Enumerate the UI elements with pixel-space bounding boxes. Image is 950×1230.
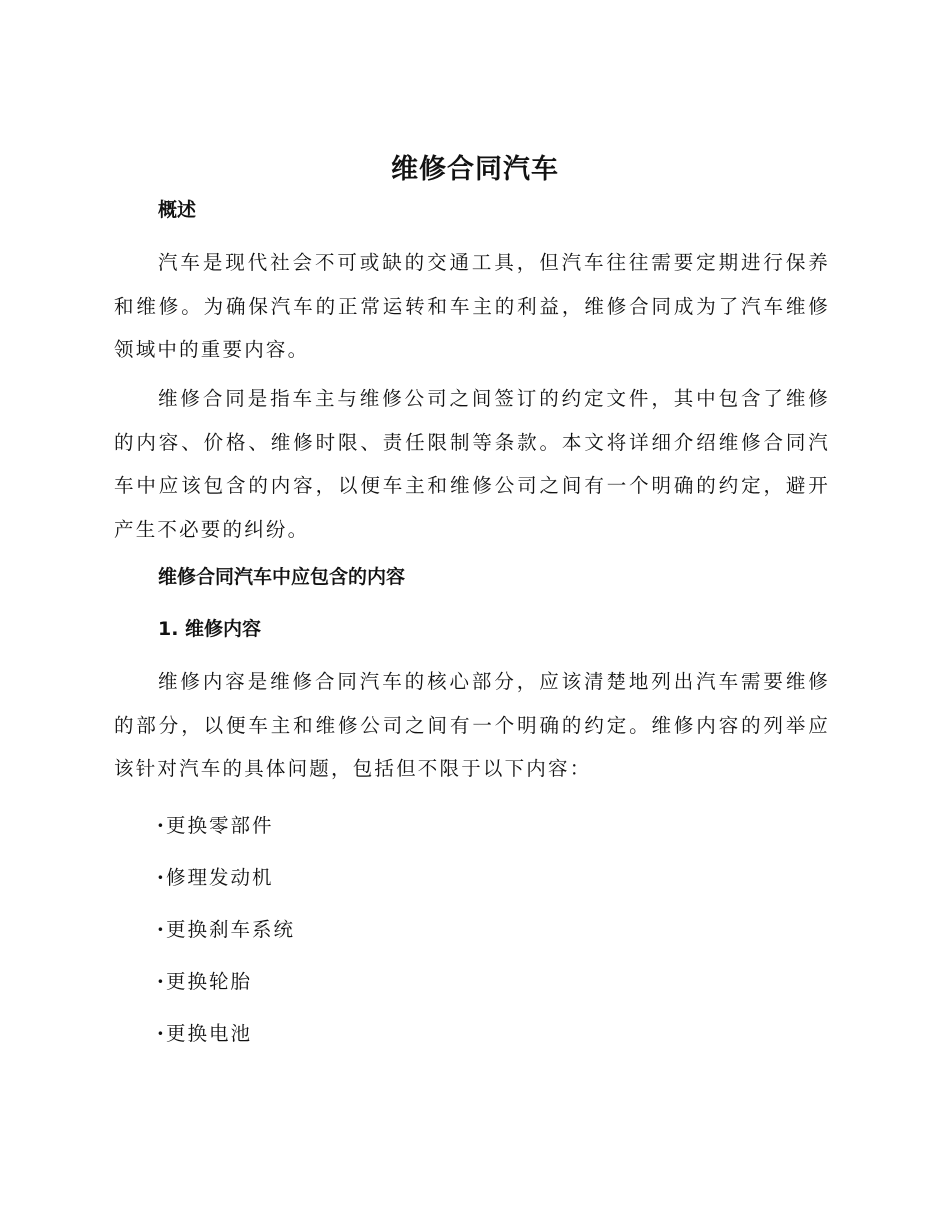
bullet-icon: · [157, 866, 166, 889]
list-item [157, 904, 295, 956]
repair-items-list [157, 800, 295, 1060]
list-item [157, 852, 295, 904]
bullet-icon: · [157, 918, 166, 941]
overview-heading: 概述 [158, 199, 197, 221]
list-item-text: 更换电池 [166, 1022, 253, 1045]
document-title: 维修合同汽车 [391, 154, 559, 185]
list-item [157, 800, 295, 852]
contents-heading: 维修合同汽车中应包含的内容 [158, 566, 406, 588]
item1-paragraph: 维修内容是维修合同汽车的核心部分，应该清楚地列出汽车需要维修的部分，以便车主和维修公司之间有一个明确的约定。维修内容的列举应该针对汽车的具体问题，包括但不限于以下内容： [114, 670, 830, 780]
list-item-text: 更换零部件 [166, 814, 274, 837]
list-item-text: 更换刹车系统 [166, 918, 296, 941]
bullet-icon: · [157, 970, 166, 993]
bullet-icon: · [157, 814, 166, 837]
overview-paragraph-2: 维修合同是指车主与维修公司之间签订的约定文件，其中包含了维修的内容、价格、维修时限、责任限制等条款。本文将详细介绍维修合同汽车中应该包含的内容，以便车主和维修公司之间有一个明确的约定，避开产生不必要的纠纷。 [114, 387, 830, 541]
item1-heading: 1. 维修内容 [158, 618, 262, 640]
overview-paragraph-1: 汽车是现代社会不可或缺的交通工具，但汽车往往需要定期进行保养和维修。为确保汽车的正常运转和车主的利益，维修合同成为了汽车维修领域中的重要内容。 [114, 251, 830, 361]
list-item [157, 956, 295, 1008]
list-item [157, 1008, 295, 1060]
list-item-text: 修理发动机 [166, 866, 274, 889]
list-item-text: 更换轮胎 [166, 970, 253, 993]
bullet-icon: · [157, 1022, 166, 1045]
